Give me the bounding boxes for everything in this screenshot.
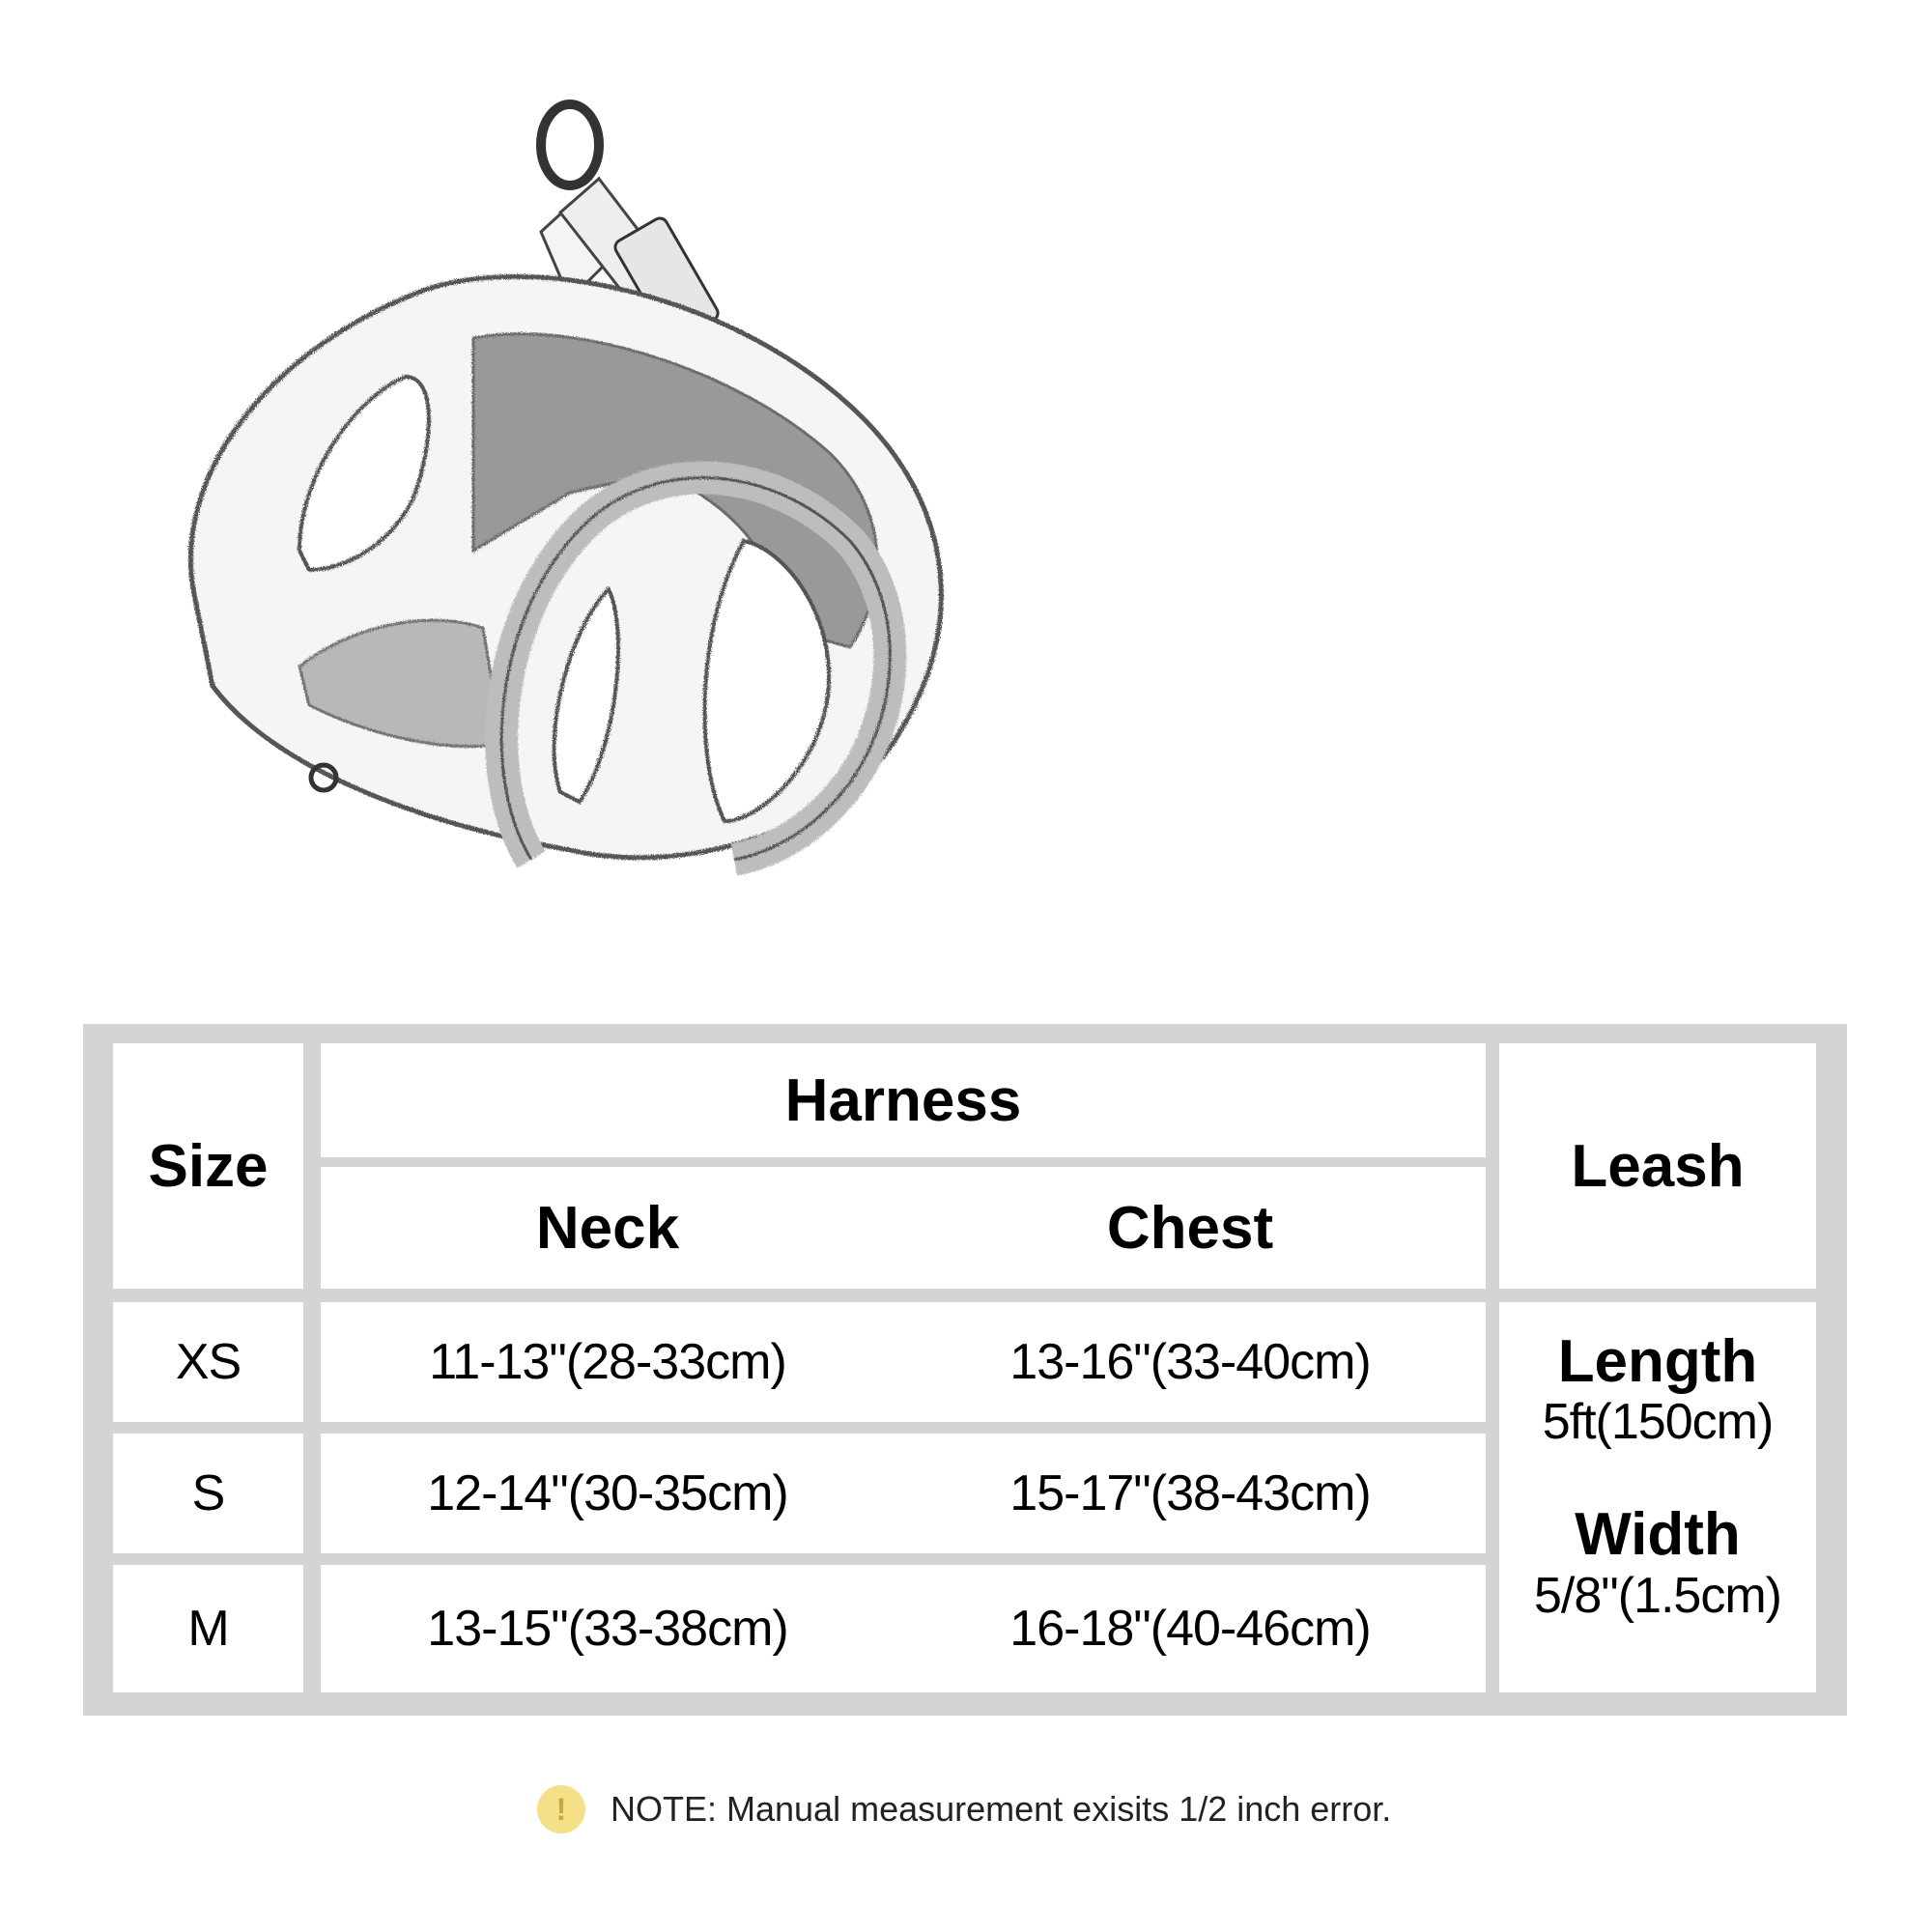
chest-cell-s	[895, 1434, 1486, 1553]
neck-header-cell	[321, 1167, 895, 1289]
chest-header: Chest	[1106, 1194, 1274, 1262]
size-cell-xs	[113, 1302, 303, 1422]
size-header: Size	[148, 1132, 269, 1200]
size-chart-table	[83, 1024, 1847, 1716]
harness-illustration	[155, 87, 985, 908]
neck-value: 12-14"(30-35cm)	[427, 1465, 788, 1521]
warning-glyph: !	[555, 1791, 567, 1827]
chest-cell-xs	[895, 1302, 1486, 1422]
chest-value: 15-17"(38-43cm)	[1009, 1465, 1371, 1521]
chest-value: 16-18"(40-46cm)	[1009, 1601, 1371, 1657]
neck-value: 13-15"(33-38cm)	[427, 1601, 788, 1657]
leash-width-value: 5/8"(1.5cm)	[1534, 1567, 1781, 1624]
chest-header-cell	[895, 1167, 1486, 1289]
leash-width-label: Width	[1575, 1501, 1741, 1569]
chest-value: 13-16"(33-40cm)	[1009, 1334, 1371, 1390]
neck-cell-m	[321, 1565, 895, 1692]
leash-header: Leash	[1571, 1132, 1745, 1200]
size-cell-m	[113, 1565, 303, 1692]
chest-cell-m	[895, 1565, 1486, 1692]
neck-value: 11-13"(28-33cm)	[429, 1334, 786, 1390]
note-text: NOTE: Manual measurement exisits 1/2 inch error.	[611, 1789, 1392, 1829]
neck-header: Neck	[535, 1194, 680, 1262]
leash-specs-cell	[1499, 1302, 1816, 1692]
leash-header-cell	[1499, 1043, 1816, 1289]
measurement-note	[537, 1782, 1391, 1836]
warning-icon	[537, 1785, 585, 1833]
size-header-cell	[113, 1043, 303, 1289]
size-value: XS	[175, 1334, 242, 1390]
neck-cell-xs	[321, 1302, 895, 1422]
leash-length-label: Length	[1557, 1328, 1758, 1395]
size-cell-s	[113, 1434, 303, 1553]
leash-length-value: 5ft(150cm)	[1542, 1394, 1774, 1451]
harness-header-cell	[321, 1043, 1486, 1157]
size-value: S	[191, 1465, 225, 1521]
size-value: M	[187, 1601, 229, 1657]
harness-header: Harness	[784, 1066, 1022, 1134]
neck-cell-s	[321, 1434, 895, 1553]
